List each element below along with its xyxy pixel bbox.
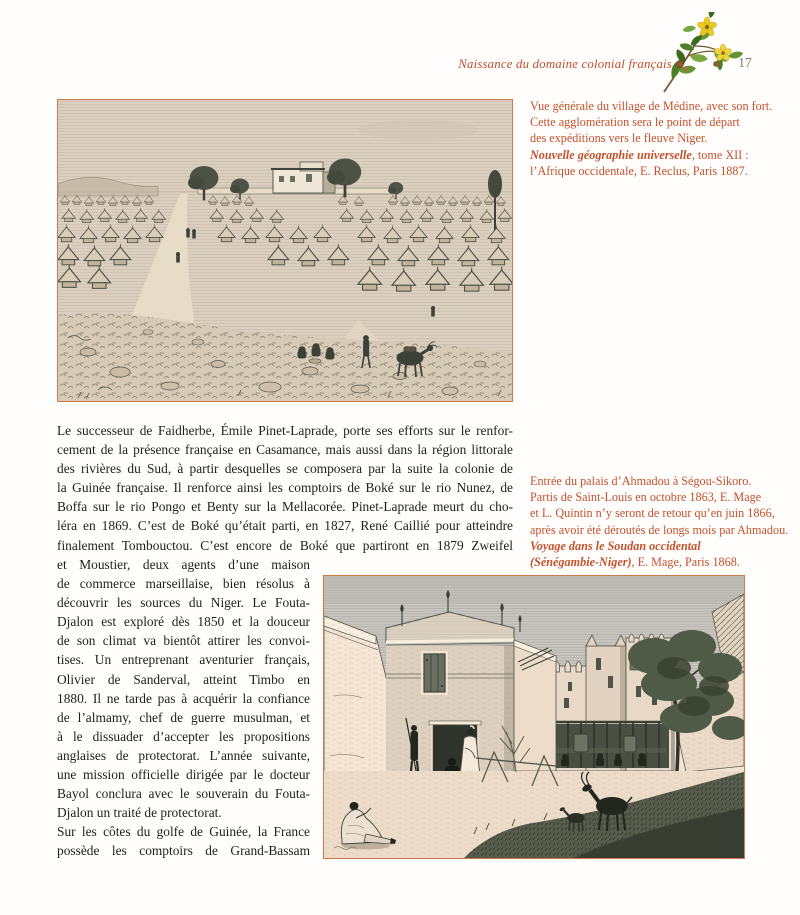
caption-line: Partis de Saint-Louis en octobre 1863, E. Mage	[530, 490, 762, 505]
text-line: tises. Un entreprenant aventurier français,	[57, 652, 310, 668]
text-line: Boffa sur le rio Pongo et Benty sur la Mellacorée. Pinet-Laprade meurt du cho-	[57, 499, 513, 515]
source-rest: , E. Mage, Paris 1868.	[631, 555, 740, 570]
flower-ornament-icon	[650, 12, 754, 96]
engraving-segou-art	[324, 576, 744, 858]
text-line: Djalon un traité de protectorat.	[57, 805, 222, 821]
text-line: Djalon est exploré dès 1850 et la douceur	[57, 614, 310, 630]
caption-source-line: l’Afrique occidentale, E. Reclus, Paris 1887.	[530, 163, 748, 178]
caption-medine	[530, 98, 798, 179]
text-line: des rivières du Sud, à partir desquelles se composera par la suite la colonie de	[57, 461, 513, 477]
text-line: de commerce marseillaise, bien résolus à	[57, 576, 310, 592]
caption-line: des expéditions vers le fleuve Niger.	[530, 131, 708, 146]
text-line: cement de la présence française en Casamance, mais aussi dans la région littorale	[57, 442, 513, 458]
source-title: (Sénégambie-Niger)	[530, 555, 632, 570]
text-line: la Guinée française. Il renforce ainsi les comptoirs de Boké sur le rio Nunez, de	[57, 480, 513, 496]
caption-line: Vue générale du village de Médine, avec son fort.	[530, 99, 773, 113]
engraving-segou-palace	[323, 575, 745, 859]
page-number: 17	[738, 55, 752, 70]
caption-source-line	[530, 554, 798, 570]
text-line: Olivier de Sanderval, atteint Timbo en	[57, 671, 310, 687]
text-line: Sur les côtes du golfe de Guinée, la France	[57, 824, 310, 840]
text-line: de son climat va bientôt attirer les convoi-	[57, 633, 310, 649]
engraving-medine-art	[58, 100, 512, 401]
caption-segou	[530, 473, 798, 570]
source-title: Voyage dans le Soudan occidental	[530, 538, 701, 553]
caption-source-line	[530, 538, 798, 554]
caption-line: Cette agglomération sera le point de départ	[530, 115, 740, 130]
body-paragraph-wide	[57, 421, 513, 555]
caption-line: Entrée du palais d’Ahmadou à Ségou-Sikoro.	[530, 474, 752, 488]
text-line: 1880. Il ne tarde pas à acquérir la confiance	[57, 690, 310, 706]
text-line: Le successeur de Faidherbe, Émile Pinet-Laprade, porte ses efforts sur le renfor-	[57, 423, 513, 438]
source-title: Nouvelle géographie universelle	[530, 147, 692, 162]
running-title: Naissance du domaine colonial français	[458, 57, 672, 71]
text-line: de l’almamy, chef de guerre musulman, et	[57, 709, 310, 725]
text-line: anglaises de protectorat. L’année suivante,	[57, 747, 310, 763]
text-line: possède les comptoirs de Grand-Bassam	[57, 843, 310, 859]
text-line: léra en 1869. C’est de Boké qu’était parti, en 1827, René Caillié pour atteindre	[57, 518, 513, 534]
source-rest: , tome XII :	[691, 147, 749, 162]
text-line: et Moustier, deux agents d’une maison	[57, 557, 310, 572]
text-line: Bayol conclura avec le souverain du Fouta-	[57, 786, 310, 802]
text-line: à le dissuader d’accepter les propositions	[57, 728, 310, 744]
caption-source-line	[530, 147, 798, 163]
text-line: une mission officielle dirigée par le docteur	[57, 767, 310, 783]
engraving-medine-village	[57, 99, 513, 402]
caption-line: après avoir été déroutés de longs mois par Ahmadou.	[530, 522, 789, 537]
shutter-window	[422, 652, 447, 694]
text-line: découvrir les sources du Niger. Le Fouta-	[57, 595, 310, 611]
text-line: finalement Tombouctou. C’est encore de Boké que partiront en 1879 Zweifel	[57, 537, 513, 553]
caption-line: et L. Quintin n’y seront de retour qu’en juin 1866,	[530, 506, 775, 521]
body-paragraph-narrow	[57, 555, 310, 861]
